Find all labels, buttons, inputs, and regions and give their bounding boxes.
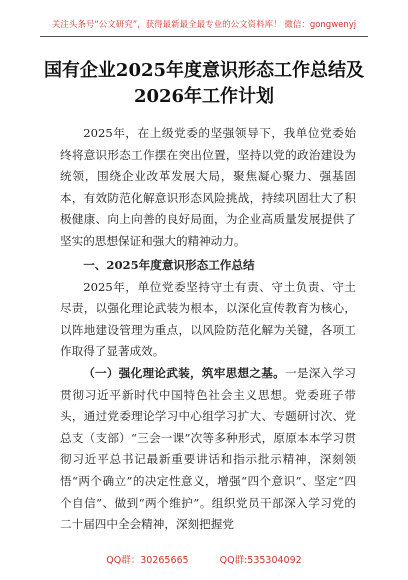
document-body <box>60 123 356 536</box>
section-1-heading: 一、2025年度意识形态工作总结 <box>83 257 255 272</box>
subsection-1-paragraph <box>60 363 356 536</box>
header-notice: 关注头条号“公文研究”，获得最新最全最专业的公文资料库！ 微信：gongwenyj <box>40 18 368 37</box>
intro-paragraph: 2025年，在上级党委的坚强领导下，我单位党委始终将意识形态工作摆在突出位置，坚持以党的政治建设为统领，围绕企业改革发展大局，聚焦凝心聚力、强基固本，有效防范化解意识形态风险挑战，持续巩固壮大了积极健康、向上向善的良好局面，为企业高质量发展提供了坚实的思想保证和强大的精神动力。 <box>60 126 356 248</box>
footer-qq-group-1: QQ群：30265665 <box>106 555 189 566</box>
title-line-1: 国有企业2025年度意识形态工作总结及 <box>43 60 365 81</box>
title-line-2: 2026年工作计划 <box>133 86 275 107</box>
document-title <box>40 58 368 110</box>
section-1-paragraph: 2025年，单位党委坚持守土有责、守土负责、守土尽责，以强化理论武装为根本，以深化宣传教育为核心，以阵地建设管理为重点，以风险防范化解为关键，各项工作取得了显著成效。 <box>60 279 356 359</box>
subsection-1-heading: （一）强化理论武装，筑牢思想之基。 <box>83 365 286 380</box>
footer-qq-group-2: QQ群:535304092 <box>219 555 302 566</box>
subsection-1-text: 一是深入学习贯彻习近平新时代中国特色社会主义思想。党委班子带头，通过党委理论学习中心组学习扩大、专题研讨次、党总支（支部）“三会一课”次等多种形式，原原本本学习贯彻习近平总书记最新重要讲话和指示批示精神，深刻领悟“两个确立”的决定性意义，增强“四个意识”、坚定“四个自信”、做到“两个维护”。组织党员干部深入学习党的二十届四中全会精神，深刻把握党 <box>60 365 356 532</box>
footer-contact <box>0 552 408 566</box>
